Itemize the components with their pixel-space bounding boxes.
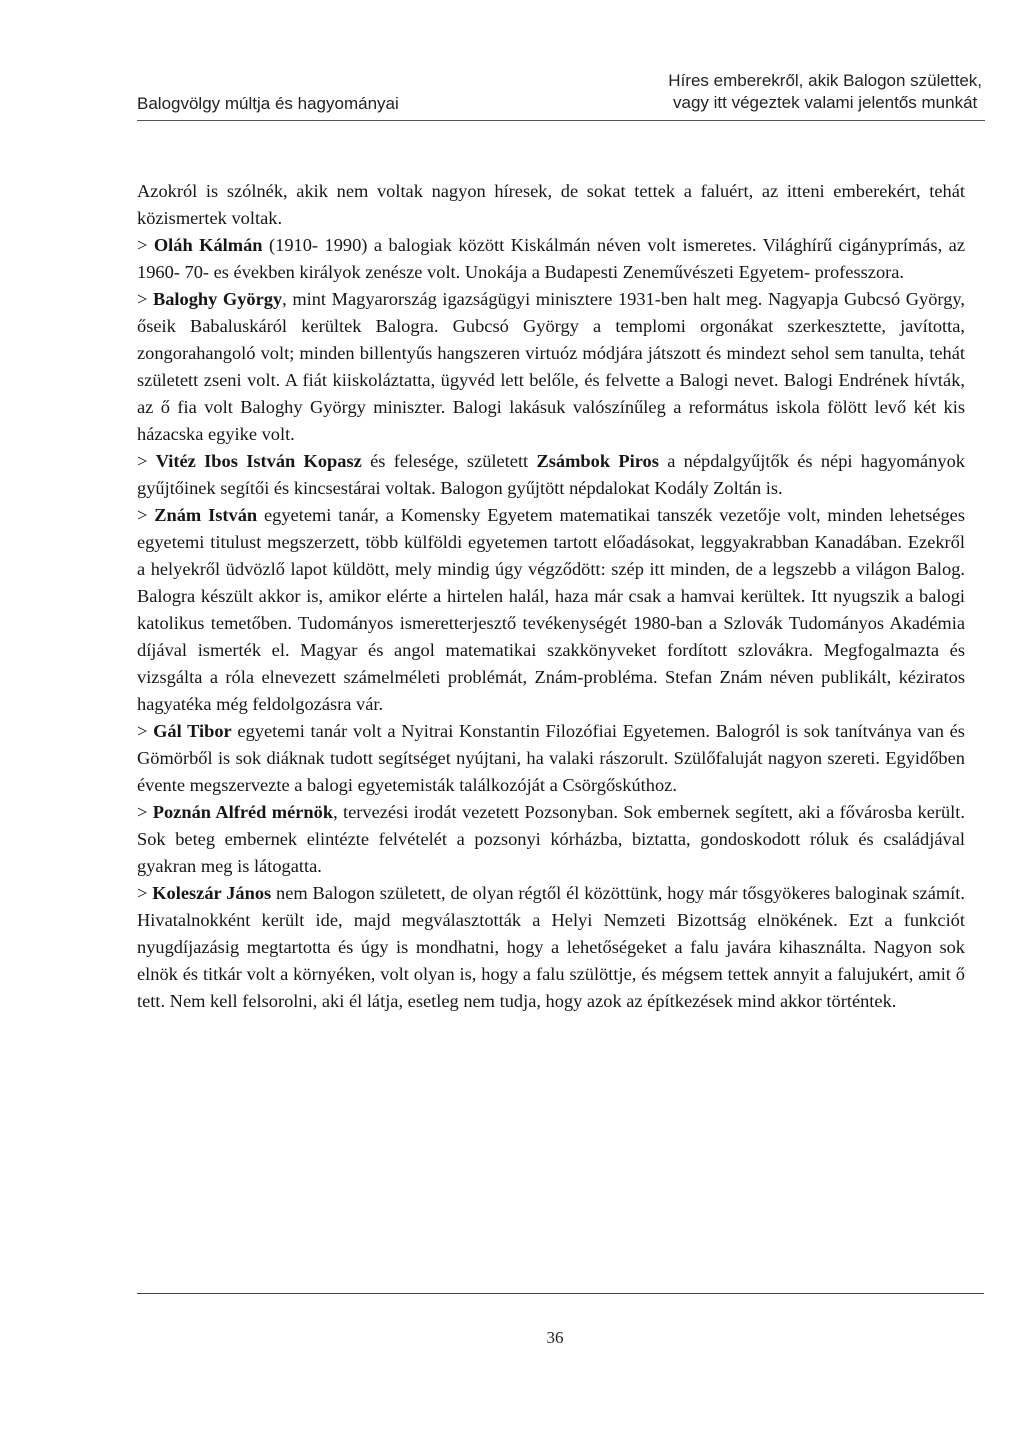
paragraph-text: (1910- 1990) a balogiak között Kiskálmán néven volt ismeretes. Világhírű cigányprímás, az 1960- 70- es években királyok zenésze volt. Unokája a Budapesti Zeneművészeti Egyetem- professzora.: [137, 235, 965, 282]
person-name: Znám István: [154, 505, 258, 525]
entry-ibos-istvan: [137, 448, 965, 502]
paragraph-text: egyetemi tanár, a Komensky Egyetem matematikai tanszék vezetője volt, minden lehetséges egyetemi titulust megszerzett, több külföldi egyetemen tartott előadásokat, leggyakrabban Kanadában. Ezekről a helyekről üdvözlő lapot küldött, mely mindig úgy végződött: szép itt minden, de a legszebb a világon Balog. Balogra készült akkor is, amikor elérte a hirtelen halál, haza már csak a hamvai kerültek. Itt nyugszik a balogi katolikus temetőben. Tudományos ismeretterjesztő tevékenységét 1980-ban a Szlovák Tudományos Akadémia díjával ismerték el. Magyar és angol matematikai szakkönyveket fordított szlovákra. Megfogalmazta és vizsgálta a róla elnevezett számelméleti problémát, Znám-probléma. Stefan Znám néven publikált, kéziratos hagyatéka még feldolgozásra vár.: [137, 505, 965, 714]
person-name: Baloghy György: [152, 289, 283, 309]
paragraph-text: , tervezési irodát vezetett Pozsonyban. Sok embernek segített, aki a fővárosba került. Sok beteg embernek elintézte felvételét a pozsonyi kórházba, biztatta, gondoskodott róluk és családjával gyakran meg is látogatta.: [137, 802, 965, 876]
person-name: Gál Tibor: [153, 721, 232, 741]
bullet-marker: >: [137, 721, 148, 741]
bullet-marker: >: [137, 451, 148, 471]
intro-paragraph: [137, 178, 965, 232]
person-name: Oláh Kálmán: [153, 235, 263, 255]
bullet-marker: >: [137, 235, 148, 255]
header-chapter-title: [668, 70, 982, 114]
person-name: Koleszár János: [152, 883, 272, 903]
entry-poznan-alfred: [137, 799, 965, 880]
entry-koleszar-janos: [137, 880, 965, 1015]
header-chapter-line-1: Híres emberekről, akik Balogon születtek,: [668, 71, 982, 90]
bullet-marker: >: [137, 802, 148, 822]
page-header: [137, 62, 984, 118]
header-book-title: Balogvölgy múltja és hagyományai: [137, 94, 399, 113]
bullet-marker: >: [137, 289, 148, 309]
entry-znam-istvan: [137, 502, 965, 718]
bullet-marker: >: [137, 505, 148, 525]
person-name: Vitéz Ibos István Kopasz: [155, 451, 362, 471]
bullet-marker: >: [137, 883, 148, 903]
person-name: Poznán Alfréd mérnök: [152, 802, 334, 822]
page-number: 36: [546, 1328, 564, 1347]
entry-gal-tibor: [137, 718, 965, 799]
paragraph-text-continued: a népdalgyűjtők és népi hagyományok gyűjtőinek segítői és kincsestárai voltak. Balogon gyűjtött népdalokat Kodály Zoltán is.: [137, 451, 965, 498]
paragraph-text: és felesége, született: [361, 451, 537, 471]
page-body: [137, 178, 965, 1015]
paragraph-text: egyetemi tanár volt a Nyitrai Konstantin Filozófiai Egyetemen. Balogról is sok tanítványa van és Gömörből is sok diáknak tudott segítséget nyújtani, ha valaki rászorult. Szülőfaluját nagyon szereti. Egyidőben évente megszervezte a balogi egyetemisták találkozóját a Csörgőskúthoz.: [137, 721, 965, 795]
entry-olah-kalman: [137, 232, 965, 286]
footer-divider: [137, 1293, 984, 1294]
header-divider: [137, 120, 985, 121]
paragraph-text: nem Balogon született, de olyan régtől él közöttünk, hogy már tősgyökeres baloginak számít. Hivatalnokként került ide, majd megválasztották a Helyi Nemzeti Bizottság elnökének. Ezt a funkciót nyugdíjazásig megtartotta és úgy is mondhatni, hogy a lehetőségeket a falu javára kihasználta. Nagyon sok elnök és titkár volt a környéken, volt olyan is, hogy a falu szülöttje, és mégsem tettek annyit a falujukért, amit ő tett. Nem kell felsorolni, aki él látja, esetleg nem tudja, hogy azok az építkezések mind akkor történtek.: [137, 883, 966, 1011]
header-chapter-line-2: vagy itt végeztek valami jelentős munkát: [673, 93, 978, 112]
entry-baloghy-gyorgy: [137, 286, 965, 448]
person-name-secondary: Zsámbok Piros: [536, 451, 659, 471]
paragraph-text: , mint Magyarország igazságügyi minisztere 1931-ben halt meg. Nagyapja Gubcsó György, őseik Babaluskáról kerültek Balogra. Gubcsó György a templomi orgonákat szerkesztette, javította, zongorahangoló volt; minden billentyűs hangszeren virtuóz módjára játszott és mindezt sehol sem tanulta, tehát született zseni volt. A fiát kiiskoláztatta, ügyvéd lett belőle, és felvette a Balogi nevet. Balogi Endrének hívták, az ő fia volt Baloghy György miniszter. Balogi lakásuk valószínűleg a református iskola fölött levő két kis házacska egyike volt.: [137, 289, 965, 444]
paragraph-text: Azokról is szólnék, akik nem voltak nagyon híresek, de sokat tettek a faluért, az itteni emberekért, tehát közismertek voltak.: [137, 181, 965, 228]
